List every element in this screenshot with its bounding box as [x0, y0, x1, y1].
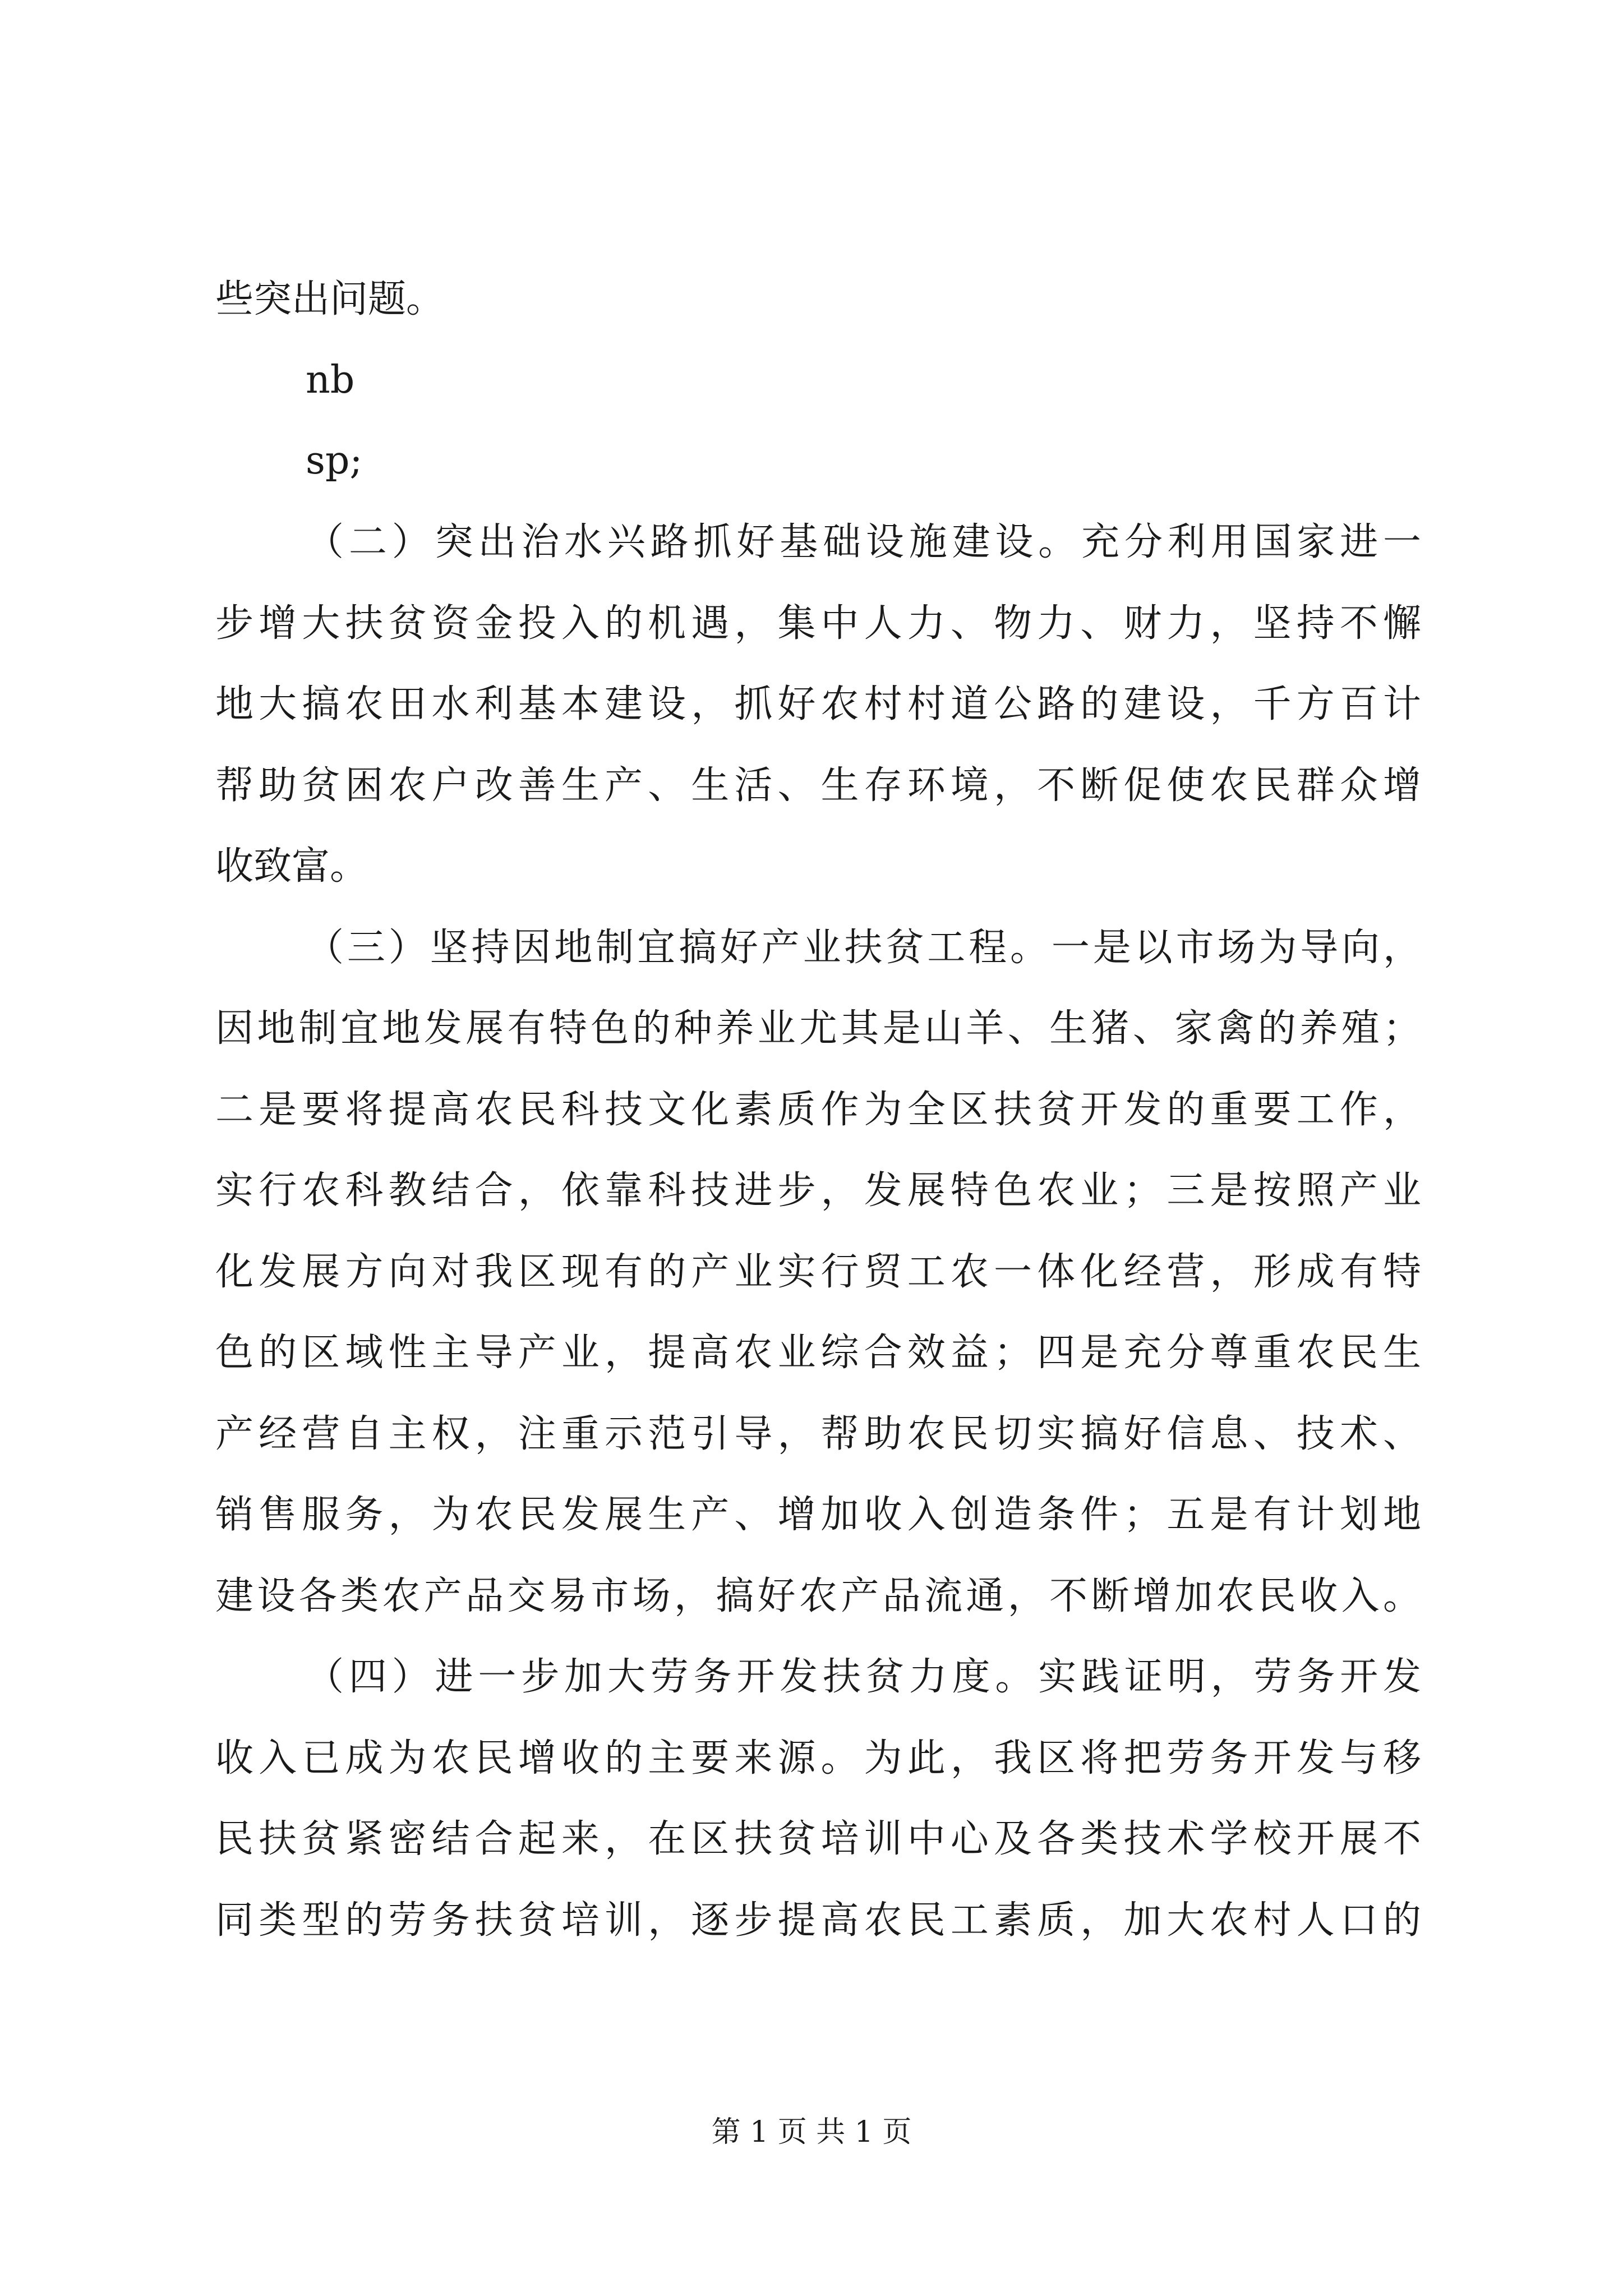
- paragraph-2-line: 帮助贫困农户改善生产、生活、生存环境，不断促使农民群众增: [215, 763, 1421, 808]
- paragraph-4-line: 收入已成为农民增收的主要来源。为此，我区将把劳务开发与移: [215, 1736, 1421, 1780]
- text-line: sp;: [306, 439, 363, 483]
- paragraph-4-line: （四）进一步加大劳务开发扶贫力度。实践证明，劳务开发: [306, 1655, 1421, 1699]
- paragraph-3-line: 产经营自主权，注重示范引导，帮助农民切实搞好信息、技术、: [215, 1412, 1421, 1456]
- paragraph-3-line: 色的区域性主导产业，提高农业综合效益；四是充分尊重农民生: [215, 1331, 1421, 1375]
- paragraph-2-line: 地大搞农田水利基本建设，抓好农村村道公路的建设，千方百计: [215, 682, 1421, 726]
- paragraph-2-line: 收致富。: [215, 844, 368, 889]
- text-line: nb: [306, 358, 355, 402]
- paragraph-2-line: 步增大扶贫资金投入的机遇，集中人力、物力、财力，坚持不懈: [215, 601, 1421, 646]
- paragraph-2-line: （二）突出治水兴路抓好基础设施建设。充分利用国家进一: [306, 520, 1421, 564]
- paragraph-3-line: 化发展方向对我区现有的产业实行贸工农一体化经营，形成有特: [215, 1250, 1421, 1294]
- paragraph-4-line: 同类型的劳务扶贫培训，逐步提高农民工素质，加大农村人口的: [215, 1898, 1421, 1943]
- paragraph-3-line: 二是要将提高农民科技文化素质作为全区扶贫开发的重要工作，: [215, 1088, 1421, 1132]
- paragraph-3-line: （三）坚持因地制宜搞好产业扶贫工程。一是以市场为导向，: [306, 926, 1421, 970]
- paragraph-3-line: 销售服务，为农民发展生产、增加收入创造条件；五是有计划地: [215, 1493, 1421, 1537]
- page-footer: 第 1 页 共 1 页: [711, 2115, 912, 2149]
- paragraph-3-line: 因地制宜地发展有特色的种养业尤其是山羊、生猪、家禽的养殖；: [215, 1006, 1421, 1051]
- text-line: 些突出问题。: [215, 277, 445, 321]
- paragraph-4-line: 民扶贫紧密结合起来，在区扶贫培训中心及各类技术学校开展不: [215, 1817, 1421, 1861]
- paragraph-3-line: 实行农科教结合，依靠科技进步，发展特色农业；三是按照产业: [215, 1168, 1421, 1213]
- paragraph-3-line: 建设各类农产品交易市场，搞好农产品流通，不断增加农民收入。: [215, 1574, 1421, 1618]
